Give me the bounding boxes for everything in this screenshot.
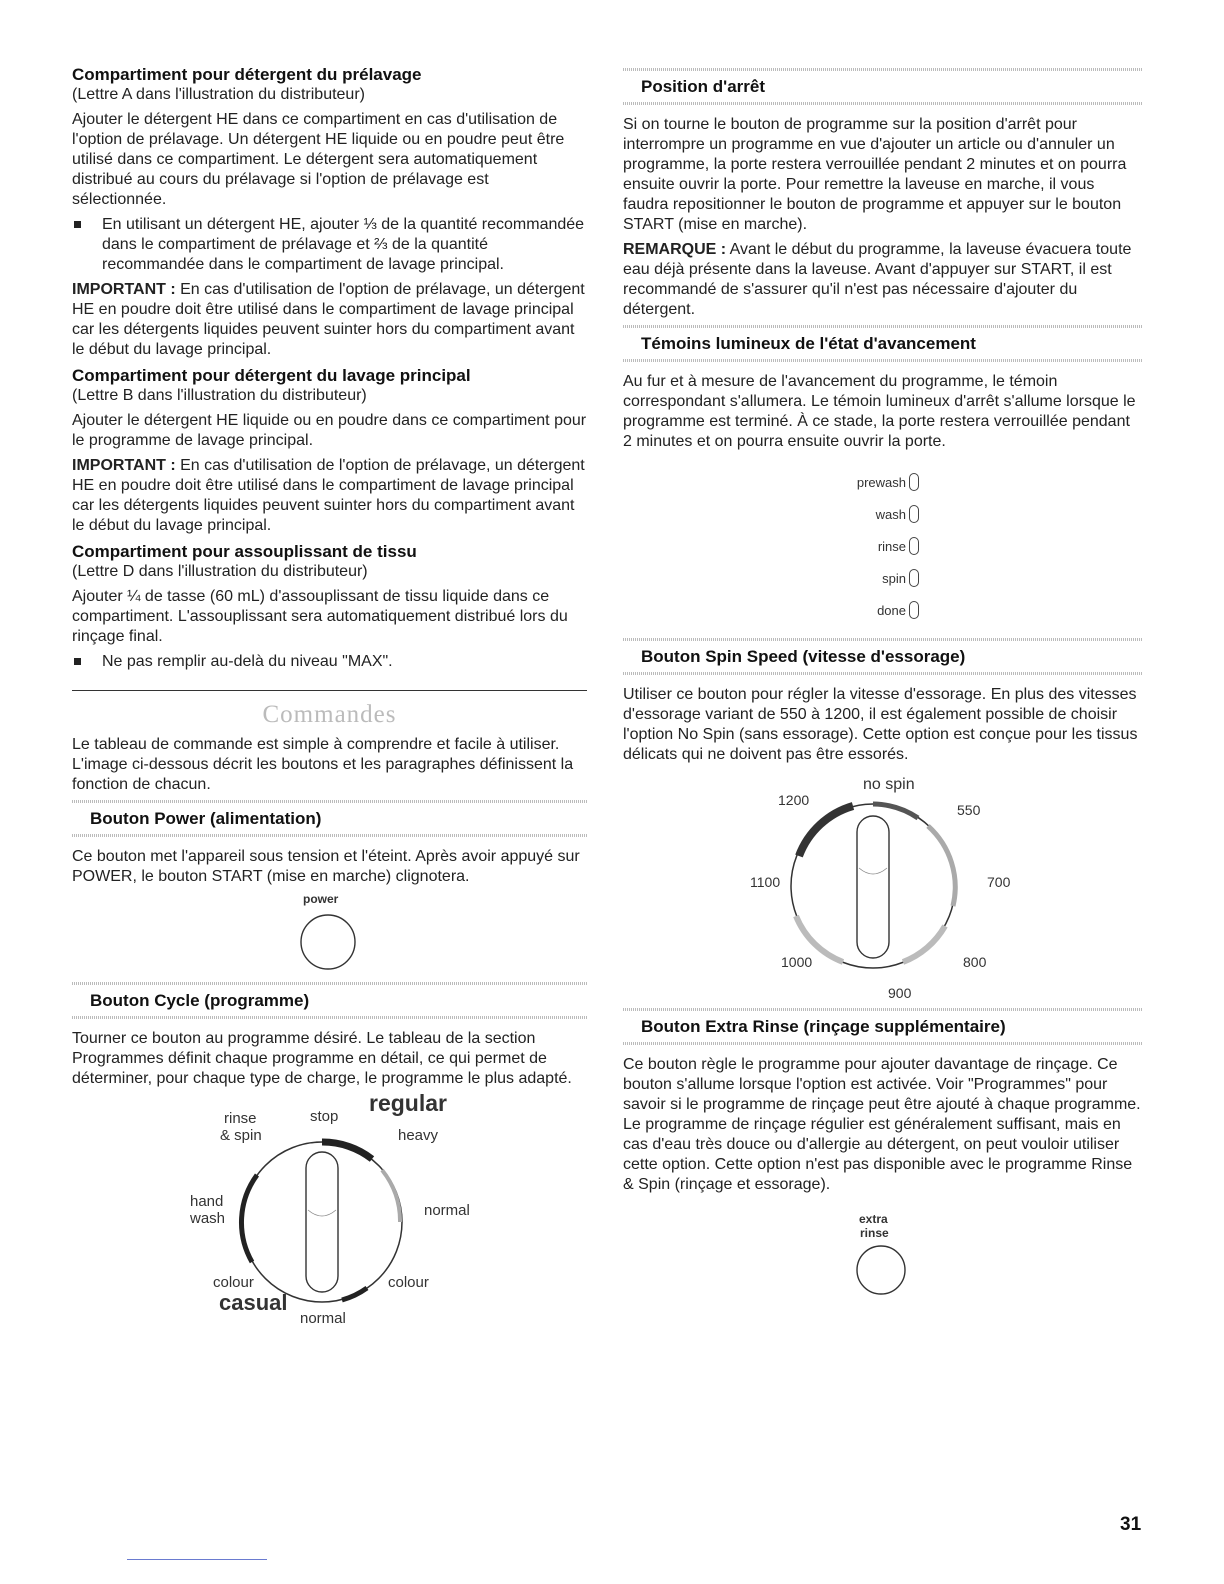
important-text: En cas d'utilisation de l'option de prélavage, un détergent HE en poudre doit être utilisé dans le compartiment de lavage principal car les détergents liquides peuvent suinter hors du compartiment avant le début du lavage principal. xyxy=(72,457,585,534)
indicator-label: rinse xyxy=(877,538,906,554)
left-column xyxy=(72,64,587,1334)
mainwash-subtitle: (Lettre B dans l'illustration du distributeur) xyxy=(72,387,367,404)
indicator-rinse xyxy=(623,530,919,562)
prewash-subtitle: (Lettre A dans l'illustration du distributeur) xyxy=(72,86,365,103)
dial-heavy-label: heavy xyxy=(398,1127,439,1144)
mainwash-heading: Compartiment pour détergent du lavage principal xyxy=(72,366,471,385)
prewash-paragraph: Ajouter le détergent HE dans ce compartiment en cas d'utilisation de l'option de prélavage. Un détergent HE liquide ou en poudre peut être utilisé dans ce compartiment. Le détergent sera automatiquement distribué au cours du prélavage si l'option de prélavage est sélectionnée. xyxy=(72,111,565,208)
section-divider xyxy=(72,690,587,691)
commandes-paragraph: Le tableau de commande est simple à comprendre et facile à utiliser. L'image ci-dessous décrit les boutons et les paragraphes définissent la fonction de chacun. xyxy=(72,736,574,793)
status-paragraph: Au fur et à mesure de l'avancement du programme, le témoin correspondant s'allumera. Le témoin lumineux d'arrêt s'allume lorsque le programme est terminé. À ce stade, la porte restera verrouillée pendant 2 minutes et on pourra ensuite ouvrir la porte. xyxy=(623,373,1136,450)
status-heading-band xyxy=(623,325,1143,362)
spin-550-label: 550 xyxy=(957,802,981,818)
stop-heading: Position d'arrêt xyxy=(641,77,766,96)
rinse-label: rinse xyxy=(860,1226,889,1240)
important-label: IMPORTANT : xyxy=(72,457,176,474)
softener-subtitle: (Lettre D dans l'illustration du distributeur) xyxy=(72,563,368,580)
power-button-label: power xyxy=(303,892,339,906)
extra-heading-band xyxy=(623,1008,1143,1045)
indicator-light xyxy=(909,601,919,619)
dial-rinse-label: rinse xyxy=(224,1110,257,1127)
cycle-heading: Bouton Cycle (programme) xyxy=(90,991,310,1010)
extra-rinse-button[interactable] xyxy=(853,1242,909,1298)
footer-line xyxy=(127,1559,267,1560)
status-indicator-list xyxy=(623,466,1143,626)
stop-heading-band xyxy=(623,68,1143,105)
status-heading: Témoins lumineux de l'état d'avancement xyxy=(641,334,976,353)
spin-dial-figure xyxy=(623,770,1143,1006)
softener-heading: Compartiment pour assouplissant de tissu xyxy=(72,542,417,561)
important-text: En cas d'utilisation de l'option de prélavage, un détergent HE en poudre doit être utilisé dans le compartiment de lavage principal car les détergents liquides peuvent suinter hors du compartiment avant le début du lavage principal. xyxy=(72,281,585,358)
power-heading: Bouton Power (alimentation) xyxy=(90,809,322,828)
remarque-label: REMARQUE : xyxy=(623,241,727,258)
spin-paragraph: Utiliser ce bouton pour régler la vitesse d'essorage. En plus des vitesses d'essorage variant de 550 à 1200, il est également possible de choisir l'option No Spin (sans essorage). Cette option est conçue pour les tissus délicats qui ne doivent pas être essorés. xyxy=(623,686,1138,763)
softener-bullet: Ne pas remplir au-delà du niveau "MAX". xyxy=(72,652,587,672)
indicator-label: prewash xyxy=(856,474,906,490)
power-paragraph: Ce bouton met l'appareil sous tension et l'éteint. Après avoir appuyé sur POWER, le bouton START (mise en marche) clignotera. xyxy=(72,848,580,885)
dial-casual-label: casual xyxy=(219,1290,288,1315)
dial-wash-label: wash xyxy=(190,1210,226,1227)
dial-hand-label: hand xyxy=(190,1193,224,1210)
extra-heading: Bouton Extra Rinse (rinçage supplémentaire) xyxy=(641,1017,1006,1036)
dial-spin-label: & spin xyxy=(220,1127,262,1144)
remarque-text: Avant le début du programme, la laveuse évacuera toute eau déjà présente dans la laveuse. Avant d'appuyer sur START, il est recommandé de s'assurer qu'il n'est pas nécessaire d'ajouter du détergent. xyxy=(623,241,1132,318)
mainwash-paragraph: Ajouter le détergent HE liquide ou en poudre dans ce compartiment pour le programme de lavage principal. xyxy=(72,412,587,449)
indicator-light xyxy=(909,569,919,587)
page-number: 31 xyxy=(1120,1514,1142,1535)
dial-normal-bottom-label: normal xyxy=(300,1310,346,1327)
dial-normal-right-label: normal xyxy=(424,1202,470,1219)
extra-label: extra xyxy=(859,1212,888,1226)
indicator-spin xyxy=(623,562,919,594)
spin-800-label: 800 xyxy=(963,954,987,970)
spin-1000-label: 1000 xyxy=(781,954,813,970)
prewash-heading: Compartiment pour détergent du prélavage xyxy=(72,65,422,84)
indicator-label: done xyxy=(877,602,906,618)
indicator-light xyxy=(909,505,919,523)
dial-regular-label: regular xyxy=(369,1090,447,1116)
power-button[interactable] xyxy=(298,912,358,972)
power-heading-band xyxy=(72,800,587,837)
important-label: IMPORTANT : xyxy=(72,281,176,298)
spin-heading: Bouton Spin Speed (vitesse d'essorage) xyxy=(641,647,966,666)
mainwash-important xyxy=(72,456,587,536)
right-column xyxy=(623,66,1143,1300)
prewash-bullet: En utilisant un détergent HE, ajouter ⅓ de la quantité recommandée dans le compartiment de prélavage et ⅔ de la quantité recommandée dans le compartiment de lavage principal. xyxy=(72,215,587,275)
stop-remarque xyxy=(623,240,1143,320)
spin-heading-band xyxy=(623,638,1143,675)
indicator-light xyxy=(909,537,919,555)
softener-paragraph: Ajouter ¼ de tasse (60 mL) d'assouplissant de tissu liquide dans ce compartiment. L'assouplissant sera automatiquement distribué lors du rinçage final. xyxy=(72,588,568,645)
dial-colour-right-label: colour xyxy=(388,1274,429,1291)
indicator-light xyxy=(909,473,919,491)
indicator-done xyxy=(623,594,919,626)
spin-900-label: 900 xyxy=(888,985,912,1001)
extra-rinse-figure xyxy=(623,1200,1143,1300)
indicator-label: wash xyxy=(875,506,906,522)
cycle-dial-figure xyxy=(72,1090,587,1334)
cycle-paragraph: Tourner ce bouton au programme désiré. Le tableau de la section Programmes définit chaque programme en détail, ce qui permet de déterminer, pour chaque type de charge, le programme le plus adapté. xyxy=(72,1030,572,1087)
spin-1200-label: 1200 xyxy=(778,792,810,808)
prewash-important xyxy=(72,280,587,360)
commandes-heading: Commandes xyxy=(262,701,397,728)
spin-1100-label: 1100 xyxy=(750,874,781,890)
extra-paragraph: Ce bouton règle le programme pour ajouter davantage de rinçage. Ce bouton s'allume lorsque l'option est activée. Voir "Programmes" pour savoir si le programme de rinçage peut être ajouté à chaque programme. Le programme de rinçage régulier est généralement suffisant, mais en cas d'eau très douce ou d'allergie au détergent, on peut vouloir utiliser cette option. Cette option n'est pas disponible avec le programme Rinse & Spin (rinçage et essorage). xyxy=(623,1056,1141,1193)
spin-700-label: 700 xyxy=(987,874,1011,890)
dial-colour-left-label: colour xyxy=(213,1274,254,1291)
stop-paragraph: Si on tourne le bouton de programme sur la position d'arrêt pour interrompre un programme en vue d'ajouter un article ou d'annuler un programme, la porte restera verrouillée pendant 2 minutes et on pourra ensuite ouvrir la porte. Pour remettre la laveuse en marche, il vous faudra repositionner le bouton de programme et appuyer sur le bouton START (mise en marche). xyxy=(623,116,1127,233)
indicator-prewash xyxy=(623,466,919,498)
indicator-label: spin xyxy=(882,570,906,586)
indicator-wash xyxy=(623,498,919,530)
cycle-heading-band xyxy=(72,982,587,1019)
spin-nospin-label: no spin xyxy=(863,776,915,793)
dial-stop-label: stop xyxy=(310,1108,339,1125)
power-figure xyxy=(72,892,587,980)
